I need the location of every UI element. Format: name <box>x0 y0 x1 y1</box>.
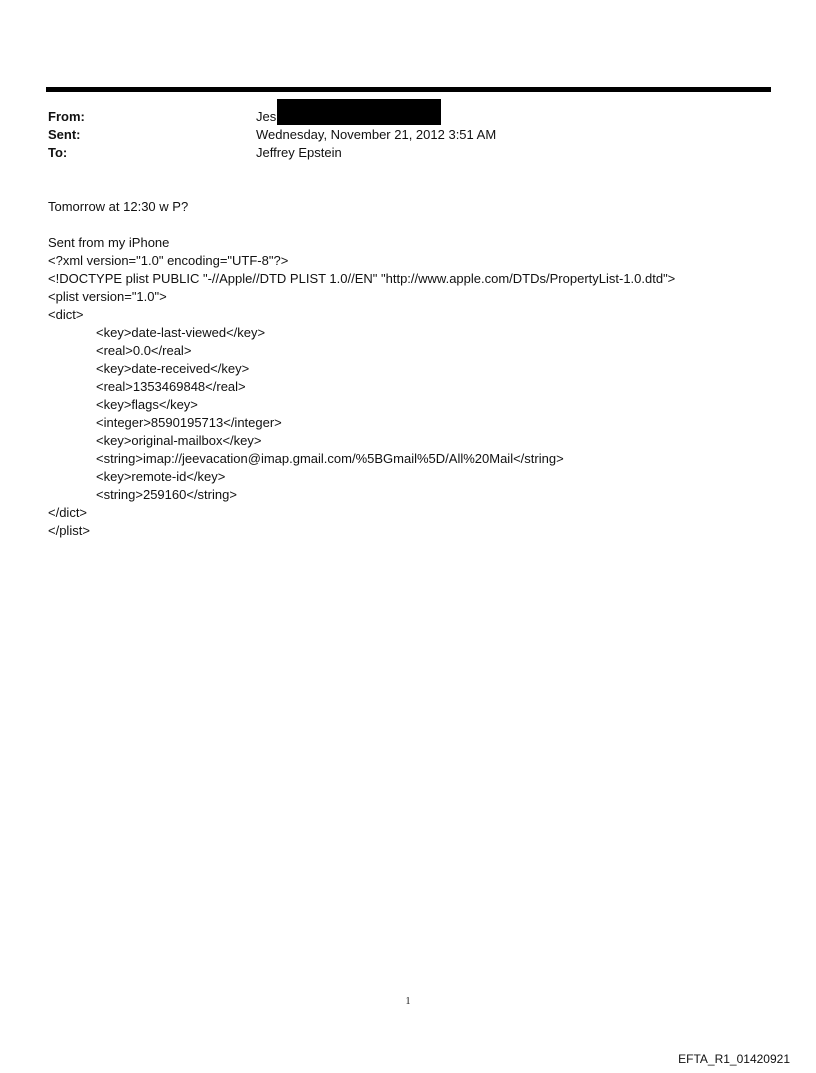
page-number: 1 <box>405 996 411 1007</box>
plist-line: <real>1353469848</real> <box>96 379 246 394</box>
plist-line: </plist> <box>48 523 90 538</box>
plist-line: <key>date-last-viewed</key> <box>96 325 266 340</box>
plist-line: <real>0.0</real> <box>96 343 192 358</box>
plist-line: </dict> <box>48 505 88 520</box>
to-label: To: <box>48 145 68 160</box>
from-label: From: <box>48 109 85 124</box>
plist-line: <key>flags</key> <box>96 397 198 412</box>
signature-text: Sent from my iPhone <box>48 235 170 250</box>
redaction-box <box>277 99 441 125</box>
from-row <box>48 108 768 126</box>
from-name: Jes <box>256 109 277 124</box>
sent-row <box>48 126 768 144</box>
plist-line: <string>imap://jeevacation@imap.gmail.com/%5BGmail%5D/All%20Mail</string> <box>96 451 564 466</box>
from-value <box>256 108 441 126</box>
to-value: Jeffrey Epstein <box>256 145 342 160</box>
plist-line: <key>date-received</key> <box>96 361 250 376</box>
plist-line: <string>259160</string> <box>96 487 237 502</box>
header-divider <box>46 87 771 92</box>
plist-line: <plist version="1.0"> <box>48 289 167 304</box>
plist-line: <key>original-mailbox</key> <box>96 433 262 448</box>
sent-label: Sent: <box>48 127 81 142</box>
plist-line: <!DOCTYPE plist PUBLIC "-//Apple//DTD PLIST 1.0//EN" "http://www.apple.com/DTDs/PropertyList-1.0.dtd"> <box>48 271 676 286</box>
plist-line: <key>remote-id</key> <box>96 469 226 484</box>
sent-value: Wednesday, November 21, 2012 3:51 AM <box>256 127 497 142</box>
to-row <box>48 144 768 162</box>
plist-line: <?xml version="1.0" encoding="UTF-8"?> <box>48 253 289 268</box>
message-text: Tomorrow at 12:30 w P? <box>48 199 189 214</box>
document-id: EFTA_R1_01420921 <box>678 1052 790 1066</box>
plist-line: <dict> <box>48 307 84 322</box>
plist-line: <integer>8590195713</integer> <box>96 415 282 430</box>
